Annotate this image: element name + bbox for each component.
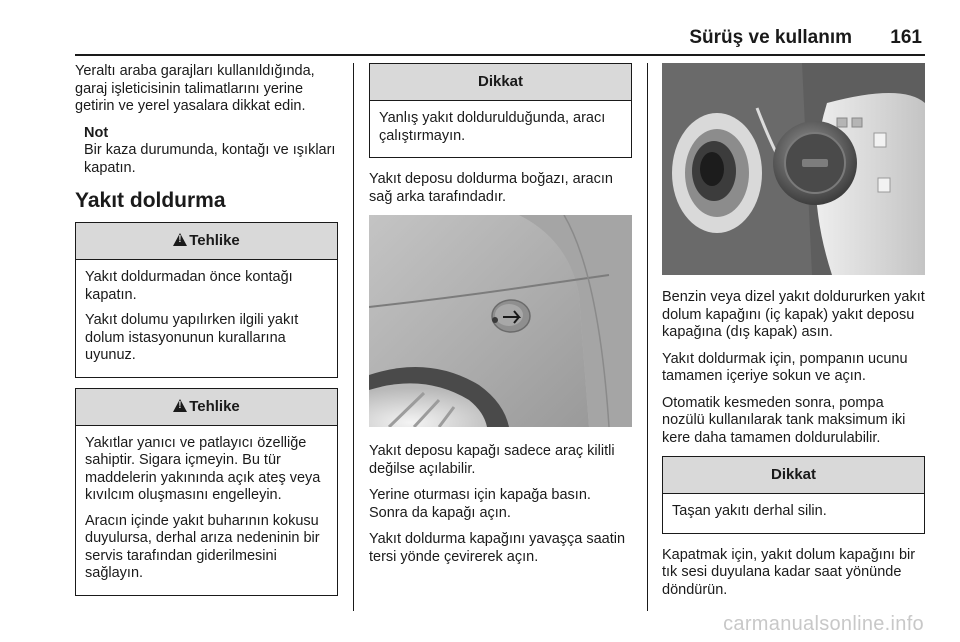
- danger-box-header: [76, 223, 337, 260]
- page-number: 161: [890, 27, 922, 48]
- note-text: Bir kaza durumunda, kontağı ve ışıkları kapatın.: [84, 142, 336, 176]
- danger-box-body: [76, 260, 337, 377]
- paragraph: Yakıt doldurmak için, pompanın ucunu tamamen içeriye sokun ve açın.: [662, 350, 908, 384]
- danger-paragraph: Yakıtlar yanıcı ve patlayıcı özelliğe sahiptir. Sigara içmeyin. Bu tür maddelerin yakınında açık ateş veya kıvılcım oluşmasını engelleyin.: [85, 434, 321, 503]
- paragraph: Benzin veya dizel yakıt doldururken yakıt dolum kapağını (iç kapak) yakıt deposu kapağına (dış kapak) asın.: [662, 289, 925, 340]
- watermark: carmanualsonline.info: [723, 613, 924, 635]
- caution-box-body: [370, 101, 631, 157]
- caution-box-header: Dikkat: [370, 64, 631, 101]
- caution-text: Yanlış yakıt doldurulduğunda, aracı çalıştırmayın.: [379, 110, 606, 144]
- fuel-door-illustration: [369, 215, 632, 427]
- danger-title: Tehlike: [189, 232, 240, 249]
- caution-box-body: [663, 494, 924, 533]
- paragraph: Yakıt deposu doldurma boğazı, aracın sağ arka tarafındadır.: [369, 171, 613, 205]
- warning-triangle-icon: [173, 399, 187, 412]
- danger-paragraph: Aracın içinde yakıt buharının kokusu duyulursa, derhal arıza nedeninin bir servis tarafından giderilmesini sağlayın.: [85, 512, 320, 581]
- header-rule: [75, 54, 925, 56]
- paragraph: Yakıt doldurma kapağını yavaşça saatin tersi yönde çevirerek açın.: [369, 531, 626, 565]
- caution-box: [662, 456, 925, 534]
- caution-text: Taşan yakıtı derhal silin.: [672, 503, 827, 519]
- danger-box-1: [75, 222, 338, 378]
- warning-triangle-icon: [173, 233, 187, 246]
- column-divider-right: [647, 63, 648, 611]
- paragraph: Kapatmak için, yakıt dolum kapağını bir tık sesi duyulana kadar saat yönünde döndürün.: [662, 546, 916, 598]
- paragraph: Yakıt deposu kapağı sadece araç kilitli değilse açılabilir.: [369, 443, 615, 477]
- danger-box-header: [76, 389, 337, 426]
- danger-title: Tehlike: [189, 397, 240, 415]
- note-title: Not: [84, 124, 109, 141]
- caution-box-header: Dikkat: [663, 457, 924, 494]
- column-divider-left: [353, 63, 354, 611]
- danger-paragraph: Yakıt dolumu yapılırken ilgili yakıt dolum istasyonunun kurallarına uyunuz.: [85, 312, 299, 363]
- column-3: [662, 63, 925, 608]
- intro-paragraph: Yeraltı araba garajları kullanıldığında, garaj işleticisinin talimatlarını yerine getirin ve yerel yasalara dikkat edin.: [75, 63, 315, 114]
- paragraph: Yerine oturması için kapağa basın. Sonra da kapağı açın.: [369, 487, 591, 521]
- paragraph: Otomatik kesmeden sonra, pompa nozülü kullanılarak tank maksimum iki kere daha tamamen doldurulabilir.: [662, 394, 906, 446]
- page-header-title: Sürüş ve kullanım: [689, 27, 852, 48]
- danger-box-2: [75, 388, 338, 596]
- danger-paragraph: Yakıt doldurmadan önce kontağı kapatın.: [85, 269, 293, 303]
- section-heading: Yakıt doldurma: [75, 189, 226, 212]
- column-1: [75, 63, 338, 606]
- fuel-cap-illustration: [662, 63, 925, 275]
- danger-box-body: [76, 426, 337, 595]
- column-2: [369, 63, 632, 575]
- caution-box: [369, 63, 632, 158]
- note: [84, 125, 338, 178]
